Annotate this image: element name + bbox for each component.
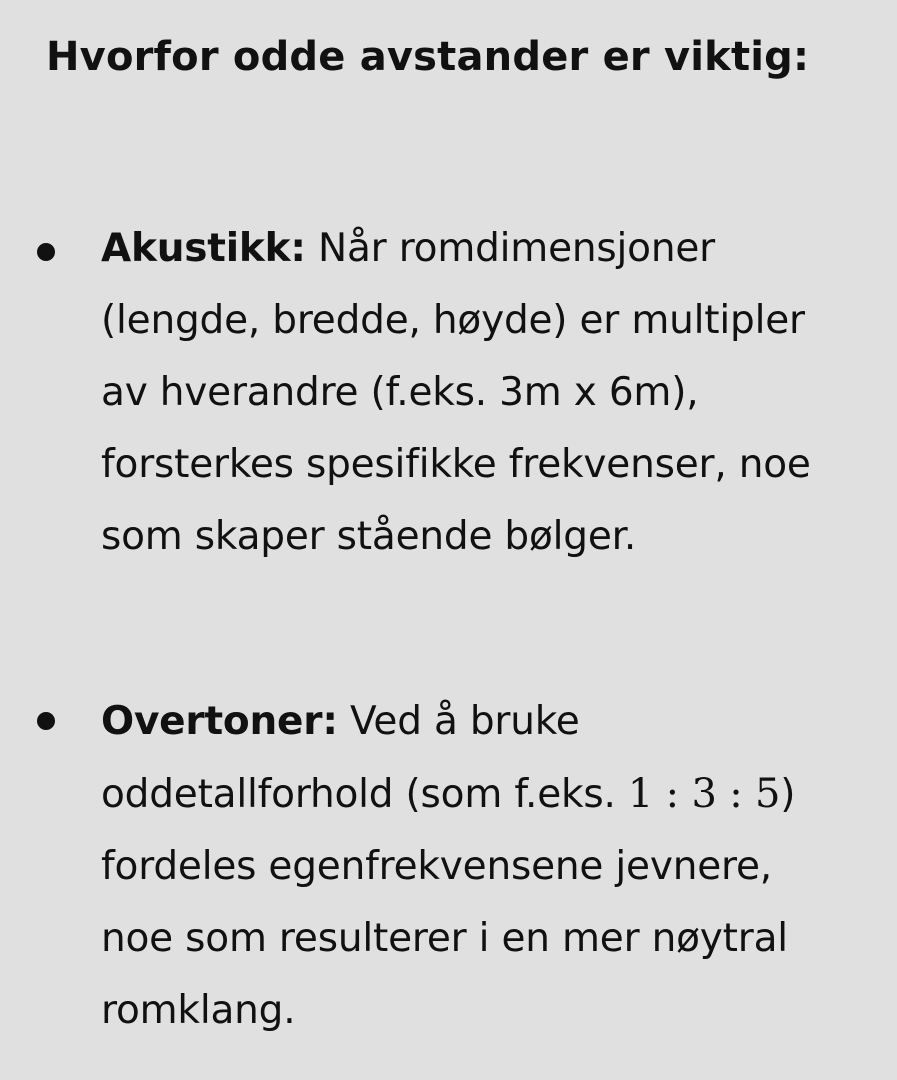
item-description: Når romdimensjoner (lengde, bredde, høyde) er multipler av hverandre (f.eks. 3m x 6m), forsterkes spesifikke frekvenser, noe som skaper stående bølger. bbox=[101, 226, 811, 559]
section-heading: Hvorfor odde avstander er viktig: bbox=[46, 34, 810, 80]
term-akustikk: Akustikk: bbox=[101, 226, 306, 271]
list-item-text bbox=[101, 213, 845, 573]
content-area bbox=[46, 20, 876, 94]
term-overtoner: Overtoner: bbox=[101, 699, 338, 744]
list-item-text bbox=[101, 686, 845, 1047]
item-description-start: Ved å bruke oddetallforhold (som f.eks. bbox=[101, 699, 616, 817]
bullet-icon bbox=[37, 712, 55, 730]
ratio-formula: 1 : 3 : 5 bbox=[627, 771, 781, 817]
item-description-end: ) fordeles egenfrekvensene jevnere, noe som resulterer i en mer nøytral romklang. bbox=[101, 772, 796, 1033]
bullet-icon bbox=[37, 243, 55, 261]
